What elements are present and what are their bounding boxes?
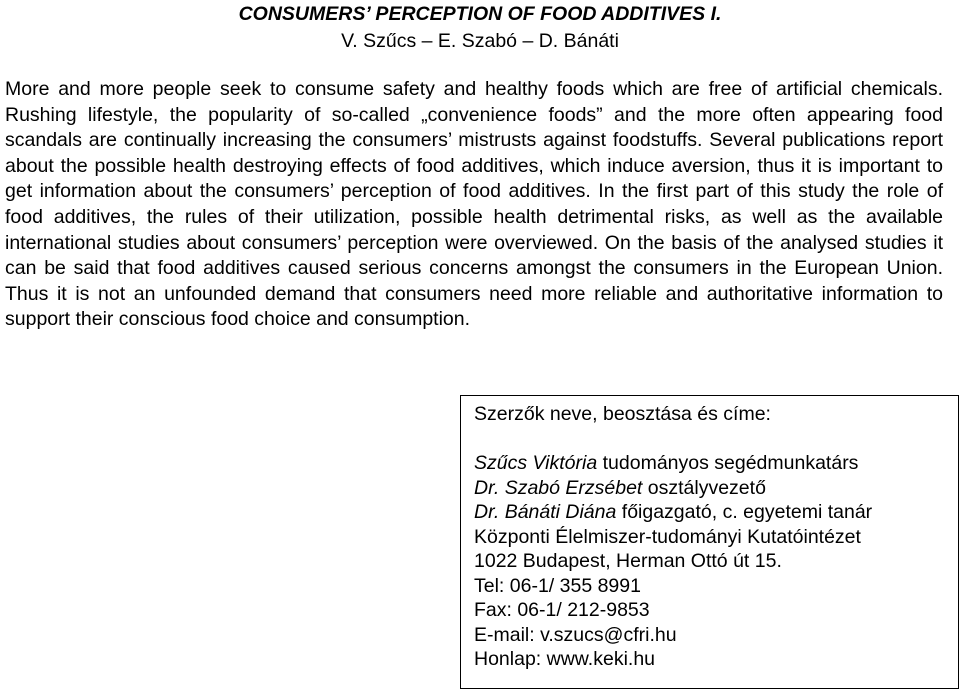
author-name: Dr. Szabó Erzsébet: [474, 476, 643, 499]
abstract-sentence: More and more people seek to consume safety and healthy foods which are free of artificial chemicals.: [5, 78, 943, 100]
institute-name: Központi Élelmiszer-tudományi Kutatóintézet: [474, 525, 861, 548]
author-role: osztályvezető: [642, 476, 766, 499]
author-info-box: [460, 395, 959, 689]
abstract-sentence: On the basis of the analysed studies it can be said that food additives caused serious concerns amongst the consumers in the European Union.: [5, 231, 944, 280]
abstract-sentence: Thus it is not an unfounded demand that consumers need more reliable and authoritative information to support their conscious food choice and consumption.: [5, 282, 943, 331]
fax: Fax: 06-1/ 212-9853: [474, 599, 650, 621]
author-entry: [474, 476, 958, 501]
abstract-sentence: In the first part of this study the role of food additives, the rules of their utilization, possible health detrimental risks, as well as the available international studies about consumers’ perception were overviewed.: [5, 180, 943, 254]
abstract-paragraph: [5, 77, 943, 333]
author-entry: [474, 451, 958, 476]
author-role: főigazgató, c. egyetemi tanár: [616, 501, 873, 523]
author-name: Dr. Bánáti Diána: [474, 501, 617, 523]
author-entry: [474, 500, 958, 525]
email: E-mail: v.szucs@cfri.hu: [474, 623, 677, 646]
paper-authors: V. Szűcs – E. Szabó – D. Bánáti: [341, 30, 619, 52]
author-name: Szűcs Viktória: [474, 452, 598, 474]
website: Honlap: www.keki.hu: [474, 648, 656, 670]
telephone: Tel: 06-1/ 355 8991: [474, 574, 641, 597]
spacer: [474, 427, 958, 452]
institute-address: 1022 Budapest, Herman Ottó út 15.: [474, 550, 782, 572]
abstract-sentence: Rushing lifestyle, the popularity of so-called „convenience foods” and the more often appearing food scandals are continually increasing the consumers’ mistrusts against foodstuffs.: [5, 103, 943, 152]
author-role: tudományos segédmunkatárs: [597, 452, 859, 474]
author-box-heading: Szerzők neve, beosztása és címe:: [474, 403, 771, 425]
abstract-sentence: Several publications report about the possible health destroying effects of food additives, which induce aversion, thus it is important to get information about the consumers’ perception of food additives.: [5, 129, 944, 203]
paper-title: CONSUMERS’ PERCEPTION OF FOOD ADDITIVES I.: [238, 3, 722, 25]
